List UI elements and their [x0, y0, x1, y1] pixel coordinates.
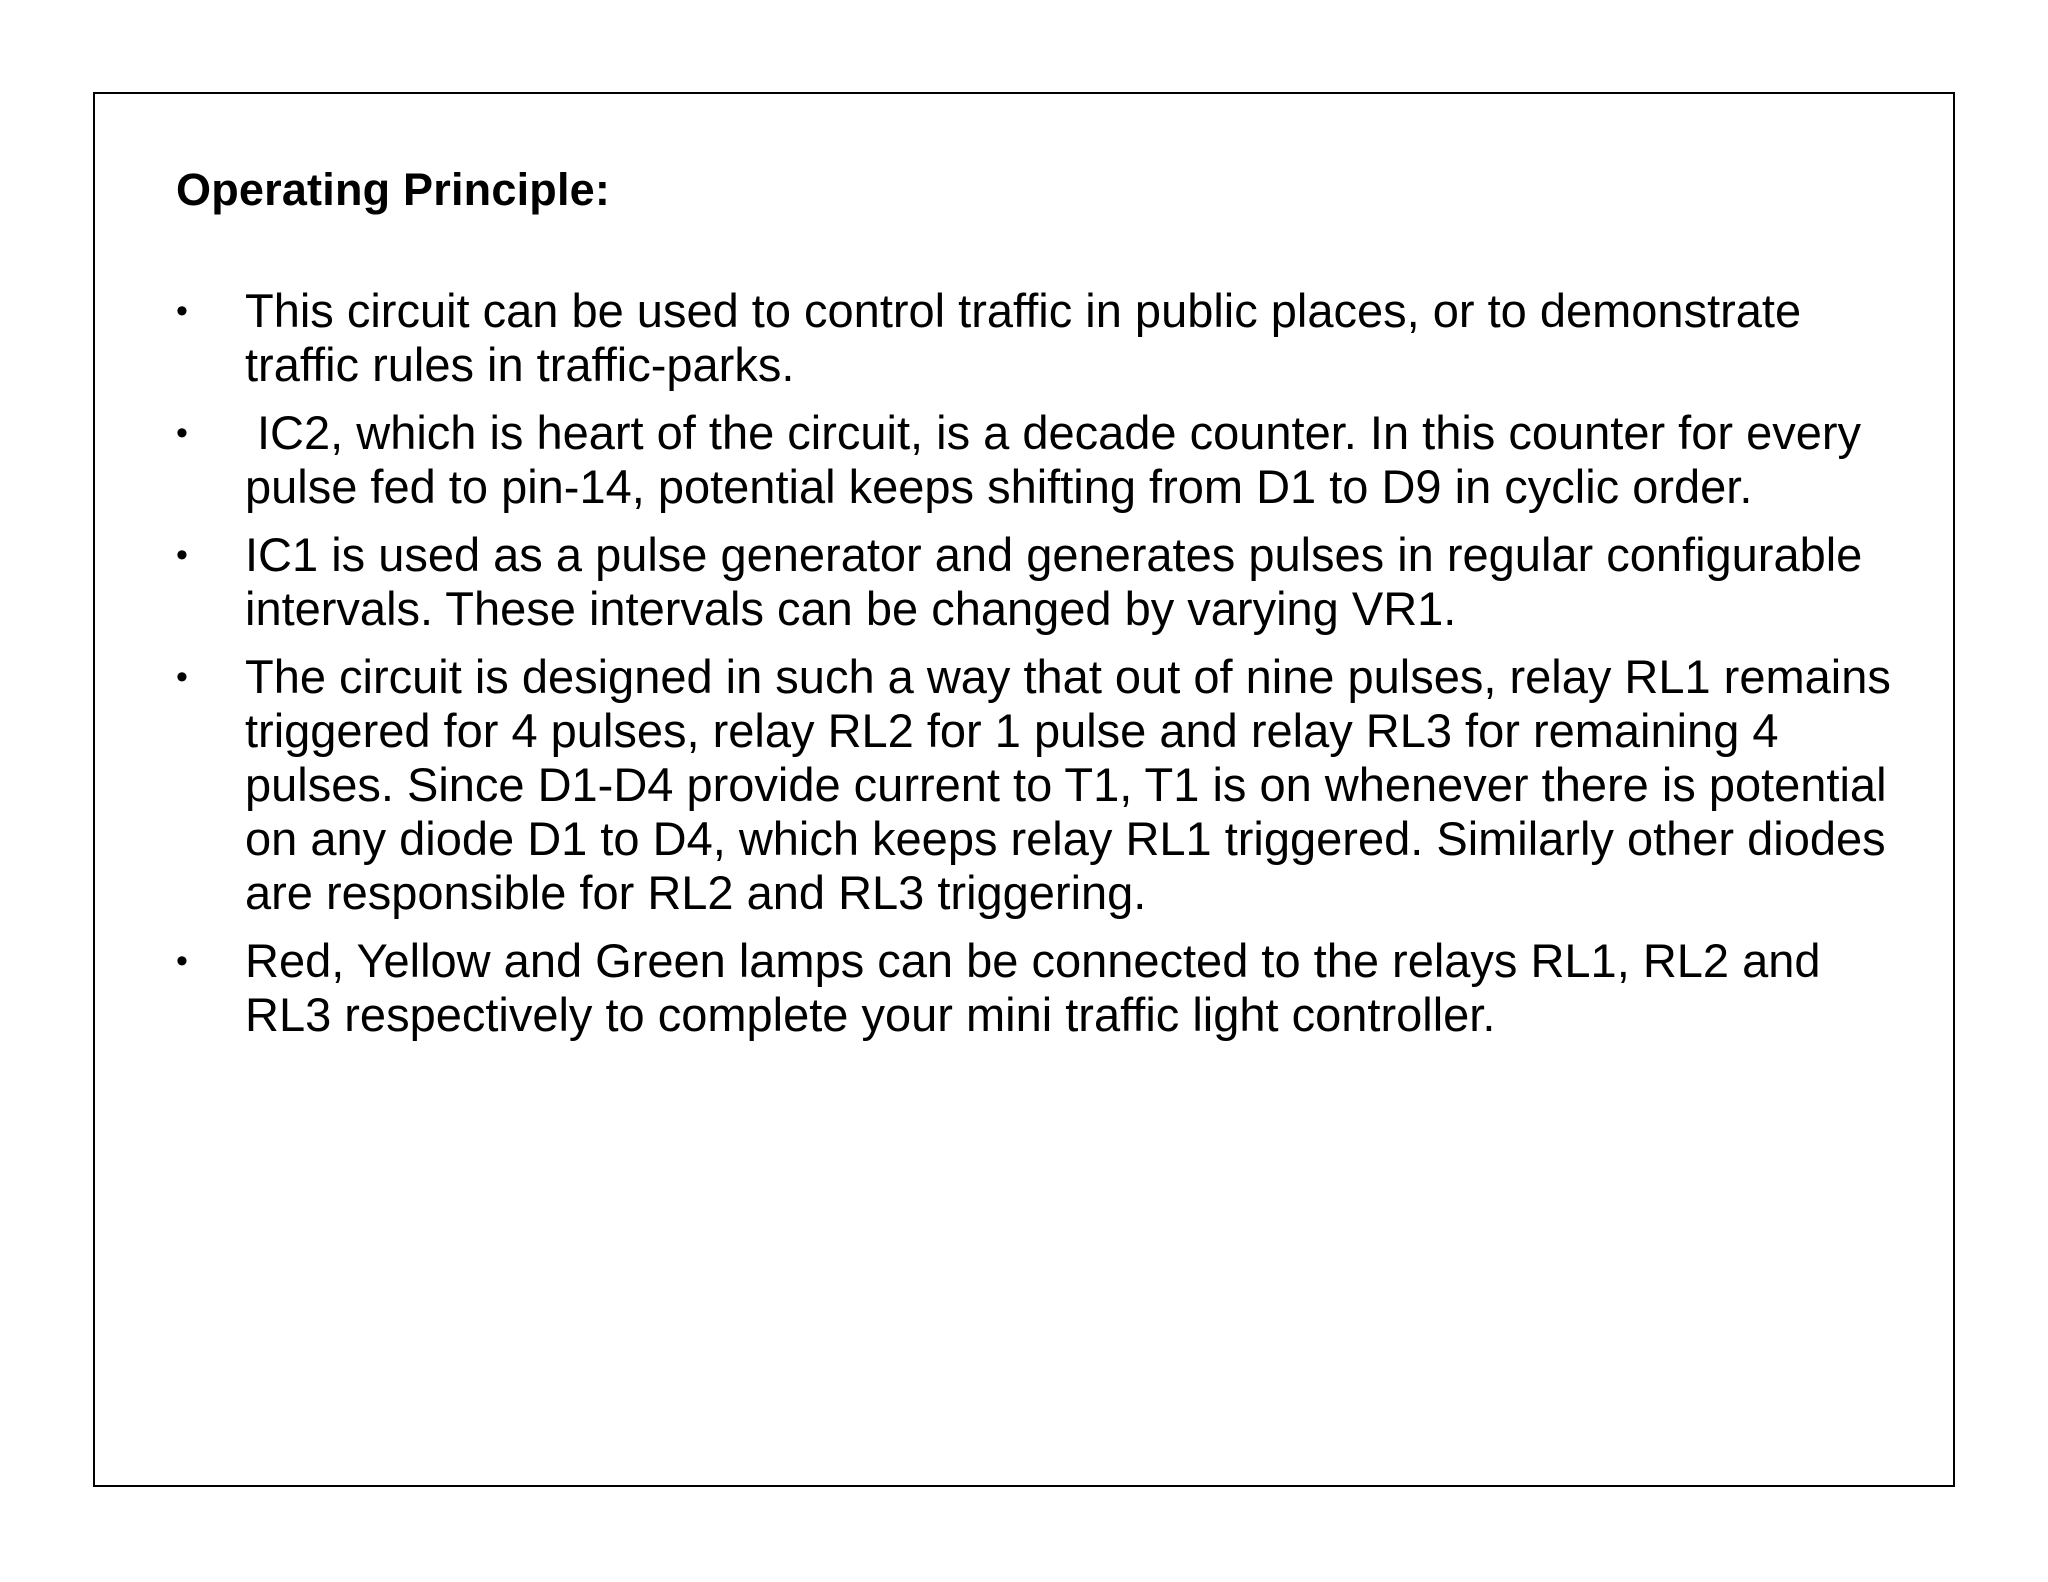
bullet-item [176, 528, 1896, 636]
bullet-icon: • [176, 292, 188, 330]
bullet-text: IC1 is used as a pulse generator and generates pulses in regular configurable intervals. These intervals can be changed by varying VR1. [245, 528, 1863, 635]
bullet-text: Red, Yellow and Green lamps can be connected to the relays RL1, RL2 and RL3 respectively to complete your mini traffic light controller. [245, 934, 1821, 1041]
slide-content [176, 162, 1896, 1056]
bullet-text: The circuit is designed in such a way that out of nine pulses, relay RL1 remains triggered for 4 pulses, relay RL2 for 1 pulse and relay RL3 for remaining 4 pulses. Since D1-D4 provide current to T1, T1 is on whenever there is potential on any diode D1 to D4, which keeps relay RL1 triggered. Similarly other diodes are responsible for RL2 and RL3 triggering. [245, 650, 1891, 919]
bullet-item [176, 934, 1896, 1042]
bullet-item [176, 284, 1896, 392]
bullet-icon: • [176, 658, 188, 696]
bullet-icon: • [176, 536, 188, 574]
slide-heading: Operating Principle: [176, 164, 611, 215]
slide-frame [93, 92, 1955, 1487]
bullet-text: IC2, which is heart of the circuit, is a decade counter. In this counter for every pulse fed to pin-14, potential keeps shifting from D1 to D9 in cyclic order. [245, 406, 1862, 513]
bullet-text: This circuit can be used to control traffic in public places, or to demonstrate traffic rules in traffic-parks. [245, 284, 1802, 391]
bullet-item [176, 650, 1896, 920]
bullet-icon: • [176, 942, 188, 980]
bullet-item [176, 406, 1896, 514]
bullet-icon: • [176, 414, 188, 452]
bullet-list [176, 284, 1896, 1042]
